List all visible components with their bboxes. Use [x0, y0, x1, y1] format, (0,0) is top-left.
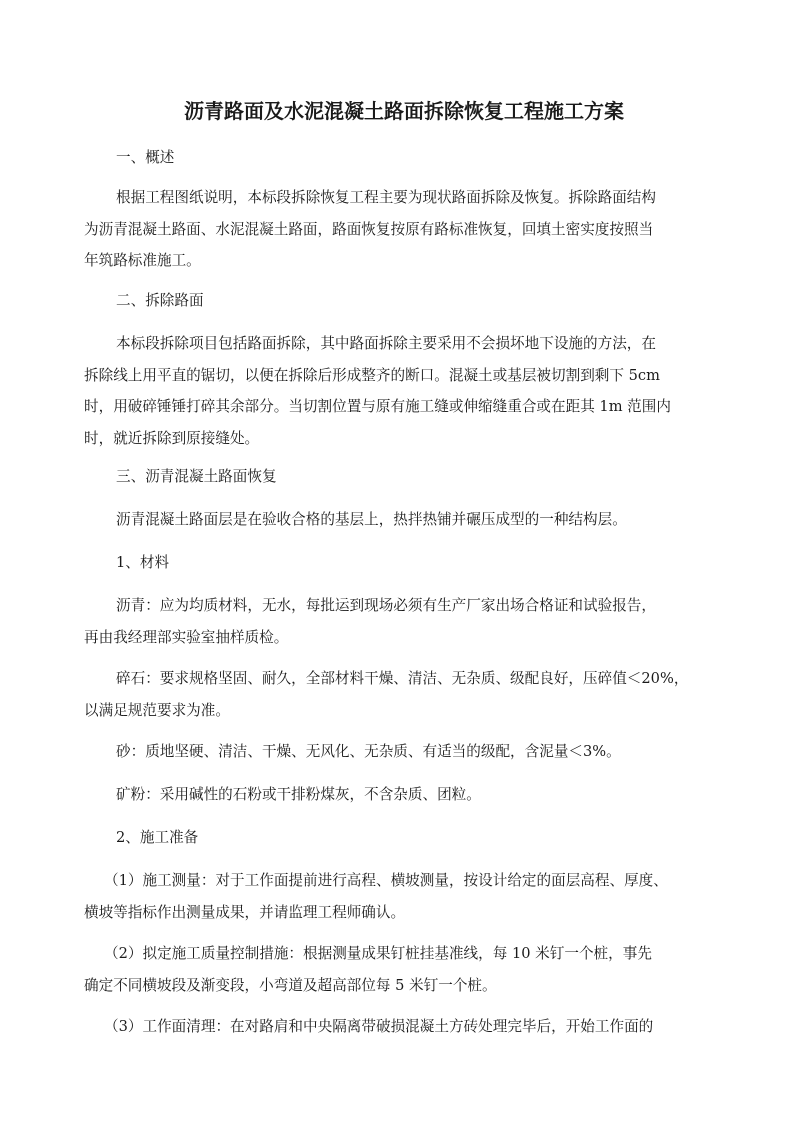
paragraph-mineral-powder: 矿粉：采用碱性的石粉或干排粉煤灰，不含杂质、团粒。 — [116, 786, 481, 803]
paragraph-crushed-stone: 碎石：要求规格坚固、耐久，全部材料干燥、清洁、无杂质、级配良好，压碎值＜20%， 以满足规范要求为准。 — [84, 670, 689, 719]
subheading-preparation: 2、施工准备 — [116, 829, 199, 846]
paragraph-sand: 砂：质地坚硬、清洁、干燥、无风化、无杂质、有适当的级配，含泥量＜3%。 — [116, 743, 621, 760]
section-heading-overview: 一、概述 — [116, 149, 175, 166]
section-heading-asphalt-restore: 三、沥青混凝土路面恢复 — [116, 468, 277, 485]
subheading-materials: 1、材料 — [116, 554, 170, 571]
paragraph-asphalt-intro: 沥青混凝土路面层是在验收合格的基层上，热拌热铺并碾压成型的一种结构层。 — [116, 511, 627, 528]
paragraph-prep-cleanup: （3）工作面清理：在对路肩和中央隔离带破损混凝土方砖处理完毕后，开始工作面的 — [104, 1018, 654, 1035]
paragraph-overview: 根据工程图纸说明，本标段拆除恢复工程主要为现状路面拆除及恢复。拆除路面结构 为沥青混凝土路面、水泥混凝土路面，路面恢复按原有路标准恢复，回填土密实度按照当 年筑路标准施工。 — [84, 189, 656, 269]
paragraph-demolition: 本标段拆除项目包括路面拆除，其中路面拆除主要采用不会损坏地下设施的方法，在 拆除线上用平直的锯切，以便在拆除后形成整齐的断口。混凝土或基层被切割到剩下 5cm 时，用破碎锤锤打碎其余部分。当切割位置与原有施工缝或伸缩缝重合或在距其 1m 范围内 时，就近拆除到原接缝处。 — [84, 335, 671, 447]
paragraph-asphalt-material: 沥青：应为均质材料，无水，每批运到现场必须有生产厂家出场合格证和试验报告， 再由我经理部实验室抽样质检。 — [84, 597, 656, 646]
section-heading-demolition: 二、拆除路面 — [116, 292, 204, 309]
paragraph-prep-quality-control: （2）拟定施工质量控制措施：根据测量成果钉桩挂基准线，每 10 米钉一个桩，事先 确定不同横坡段及渐变段，小弯道及超高部位每 5 米钉一个桩。 — [84, 945, 652, 994]
document-title: 沥青路面及水泥混凝土路面拆除恢复工程施工方案 — [184, 99, 624, 123]
paragraph-prep-survey: （1）施工测量：对于工作面提前进行高程、横坡测量，按设计给定的面层高程、厚度、 横坡等指标作出测量成果，并请监理工程师确认。 — [84, 872, 668, 921]
